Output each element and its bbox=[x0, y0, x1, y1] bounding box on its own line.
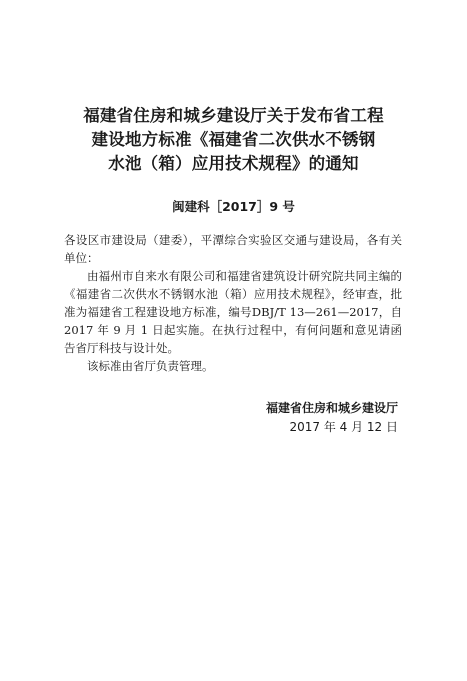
title-line-2: 建设地方标准《福建省二次供水不锈钢 bbox=[91, 130, 376, 149]
issue-date: 2017 年 4 月 12 日 bbox=[289, 420, 398, 434]
title-line-3: 水池（箱）应用技术规程》的通知 bbox=[108, 154, 359, 173]
title-line-1: 福建省住房和城乡建设厅关于发布省工程 bbox=[83, 106, 384, 125]
signature-block bbox=[266, 399, 398, 437]
notice-body bbox=[64, 231, 402, 375]
notice-title bbox=[60, 104, 407, 176]
main-paragraph: 由福州市自来水有限公司和福建省建筑设计研究院共同主编的《福建省二次供水不锈钢水池（箱）应用技术规程》，经审查，批准为福建省工程建设地方标准，编号DBJ/T 13—261—2017，自 2017 年 9 月 1 日起实施。在执行过程中，有何问题和意见请函告省厅科技与设计处。 bbox=[64, 269, 402, 355]
issuer-name: 福建省住房和城乡建设厅 bbox=[265, 401, 398, 415]
management-paragraph: 该标准由省厅负责管理。 bbox=[87, 359, 214, 373]
addressee-paragraph: 各设区市建设局（建委），平潭综合实验区交通与建设局，各有关单位： bbox=[64, 233, 402, 265]
document-number: 闽建科［2017］9 号 bbox=[172, 199, 295, 214]
